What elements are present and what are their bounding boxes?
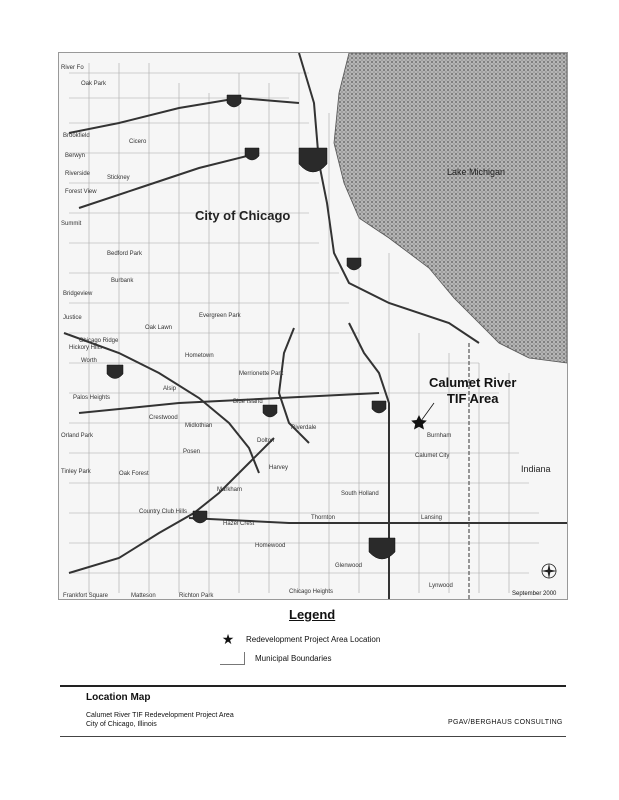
town-label: Evergreen Park (199, 313, 241, 319)
town-label: Markham (217, 487, 243, 493)
legend-boundary-label: Municipal Boundaries (255, 654, 332, 663)
town-label: Merrionette Park (239, 371, 284, 377)
town-label: Oak Forest (119, 471, 149, 477)
town-label: Oak Lawn (145, 325, 173, 331)
footer-subtitle-line2: City of Chicago, Illinois (86, 721, 157, 728)
footer-title: Location Map (86, 692, 151, 703)
footer-subtitle-line1: Calumet River TIF Redevelopment Project Area (86, 712, 234, 719)
town-label: Midlothian (185, 423, 213, 429)
town-label: Riverdale (291, 425, 317, 431)
town-label: Matteson (131, 593, 156, 599)
town-label: Forest View (65, 189, 97, 195)
town-label: Cicero (129, 139, 147, 145)
town-label: South Holland (341, 491, 379, 497)
town-label: Orland Park (61, 433, 94, 439)
town-label: Burbank (111, 278, 134, 284)
north-arrow-icon (540, 562, 558, 585)
star-icon: ★ (221, 631, 235, 647)
footer-brand: PGAV/BERGHAUS CONSULTING (448, 719, 563, 726)
legend-item-star (220, 631, 380, 648)
town-label: Calumet City (415, 453, 450, 459)
lake-michigan-area (334, 53, 567, 363)
footer-divider-bottom (60, 736, 566, 737)
city-label: City of Chicago (195, 208, 291, 223)
map-date: September 2000 (512, 591, 557, 597)
town-label: Justice (63, 315, 82, 321)
town-label: Stickney (107, 175, 130, 181)
town-label: Alsip (163, 386, 177, 392)
town-label: Worth (81, 358, 97, 364)
town-label: Tinley Park (61, 469, 91, 475)
town-label: Hickory Hills (69, 345, 102, 351)
town-label: Bedford Park (107, 251, 143, 257)
town-label: Hometown (185, 353, 214, 359)
footer-subtitle (86, 711, 234, 729)
town-label: Thornton (311, 515, 336, 521)
tif-label-line1: Calumet River (429, 375, 517, 390)
town-label: Glenwood (335, 563, 363, 569)
town-label: Country Club Hills (139, 509, 188, 515)
town-label: Berwyn (65, 153, 86, 159)
town-label: Frankfort Square (63, 593, 109, 599)
legend-item-boundary (220, 652, 332, 665)
legend-star-label: Redevelopment Project Area Location (246, 635, 381, 644)
town-label: Harvey (269, 465, 289, 471)
town-label: Hazel Crest (223, 521, 255, 527)
town-label: Blue Island (233, 399, 263, 405)
town-label: Lynwood (429, 583, 453, 589)
town-label: Burnham (427, 433, 452, 439)
town-label: Homewood (255, 543, 286, 549)
town-label: Richton Park (179, 593, 214, 599)
town-label: Oak Park (81, 81, 107, 87)
town-label: Chicago Heights (289, 589, 334, 595)
footer-divider (60, 685, 566, 687)
town-label: Dolton (257, 438, 275, 444)
town-label: Posen (183, 449, 201, 455)
tif-area-label (429, 375, 516, 407)
town-label: Palos Heights (73, 395, 111, 401)
town-label: Crestwood (149, 415, 178, 421)
town-label: Chicago Ridge (79, 338, 119, 344)
state-label: Indiana (521, 464, 551, 474)
tif-label-line2: TIF Area (446, 391, 499, 406)
town-label: Lansing (421, 515, 443, 521)
town-label: Bridgeview (63, 291, 93, 297)
legend-title: Legend (289, 607, 336, 622)
town-label: River Fo (61, 65, 84, 71)
location-map[interactable] (58, 52, 568, 600)
boundary-swatch-icon (220, 652, 245, 665)
town-label: Riverside (65, 171, 91, 177)
town-label: Summit (61, 221, 82, 227)
lake-label: Lake Michigan (447, 167, 506, 177)
town-label: Brookfield (63, 133, 90, 139)
